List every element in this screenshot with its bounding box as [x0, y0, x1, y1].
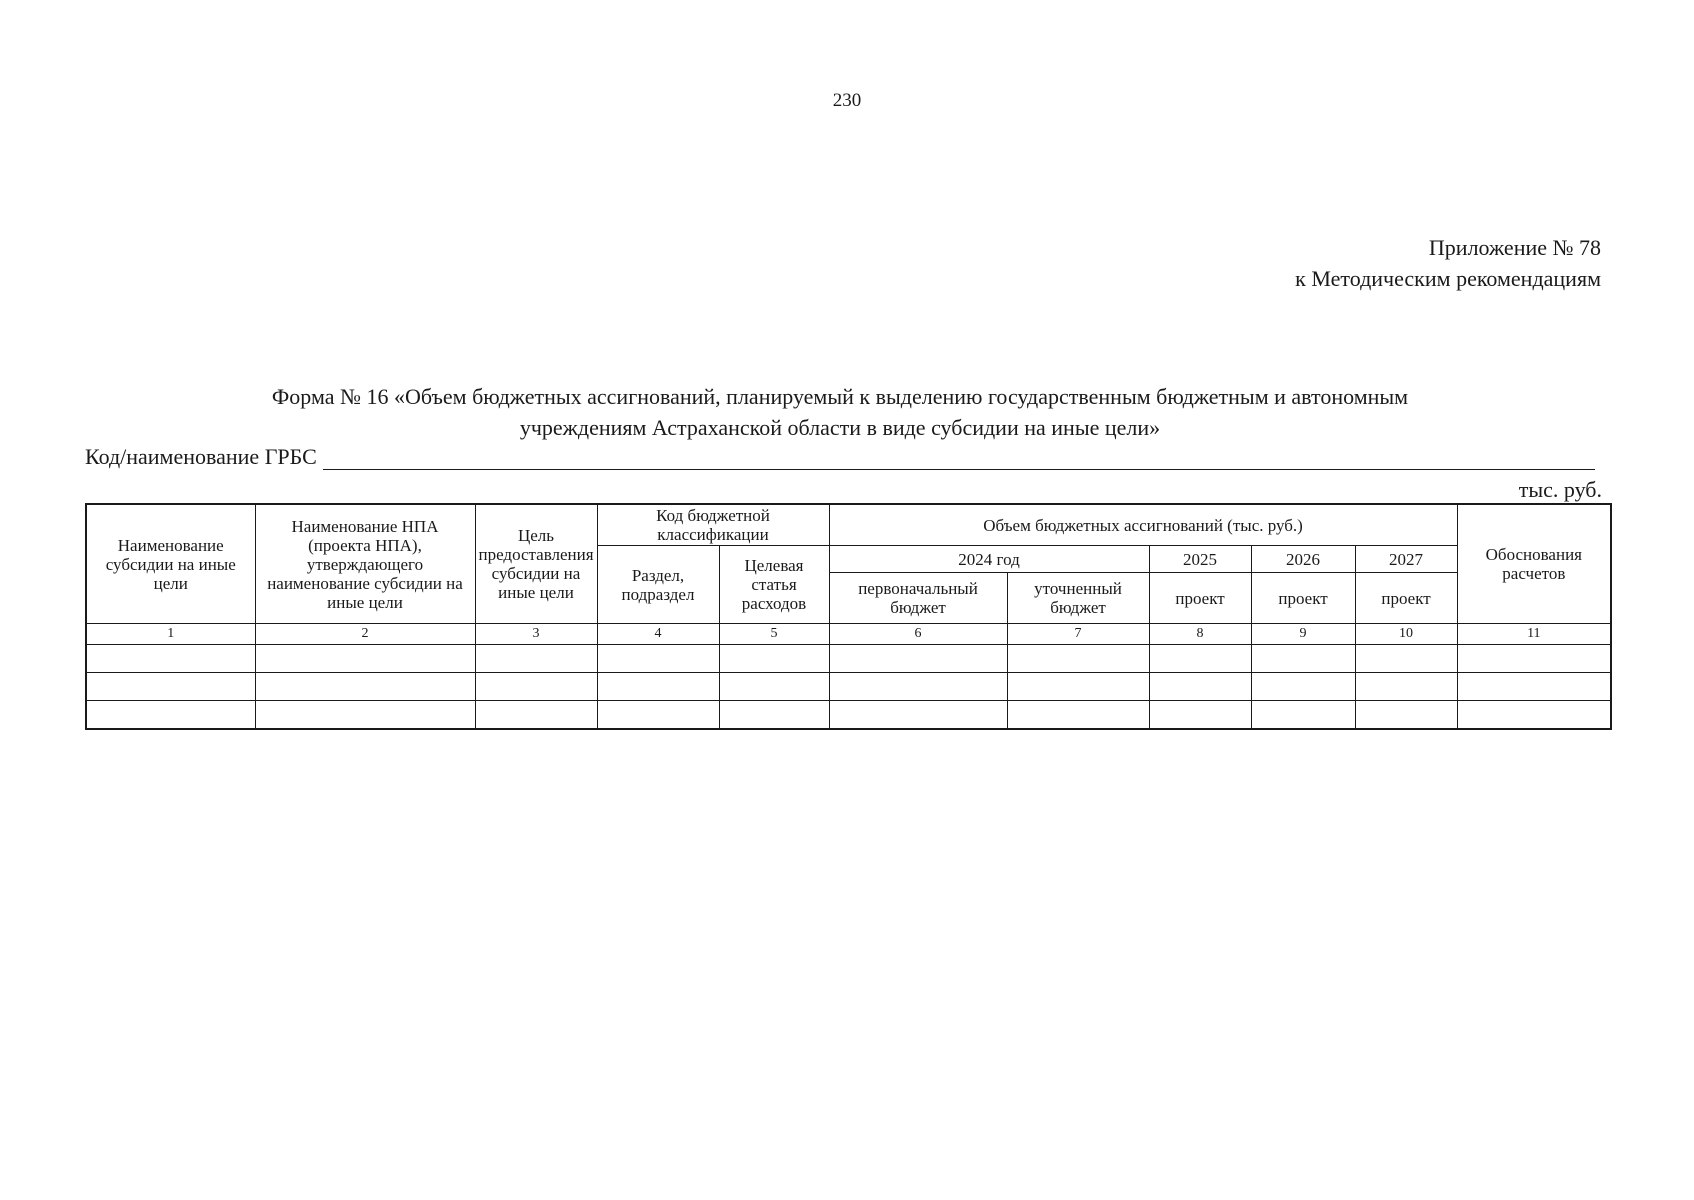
header-project-2025: проект — [1149, 573, 1251, 624]
table-cell[interactable] — [255, 701, 475, 730]
header-year-2025: 2025 — [1149, 546, 1251, 573]
header-row-1 — [86, 504, 1611, 546]
header-revised-budget: уточненный бюджет — [1007, 573, 1149, 624]
table-cell[interactable] — [1457, 701, 1611, 730]
grbs-field — [85, 440, 1595, 470]
table-cell[interactable] — [719, 673, 829, 701]
form-title-line-1: Форма № 16 «Объем бюджетных ассигнований, планируемый к выделению государственным бюджетным и автономным — [271, 384, 1409, 409]
header-volume: Объем бюджетных ассигнований (тыс. руб.) — [829, 504, 1457, 546]
table-cell[interactable] — [1457, 645, 1611, 673]
table-cell[interactable] — [1149, 701, 1251, 730]
table-cell[interactable] — [1457, 673, 1611, 701]
table-cell[interactable] — [1149, 645, 1251, 673]
table-cell[interactable] — [597, 701, 719, 730]
table-cell[interactable] — [1251, 645, 1355, 673]
column-numbers-row — [86, 624, 1611, 645]
header-project-2027: проект — [1355, 573, 1457, 624]
table-cell[interactable] — [255, 645, 475, 673]
grbs-label: Код/наименование ГРБС — [85, 444, 317, 469]
table-cell[interactable] — [719, 701, 829, 730]
table-cell[interactable] — [719, 645, 829, 673]
table-cell[interactable] — [1251, 701, 1355, 730]
table-row — [86, 701, 1611, 730]
table-row — [86, 673, 1611, 701]
form-title — [120, 381, 1560, 443]
table-cell[interactable] — [86, 645, 255, 673]
table-cell[interactable] — [86, 673, 255, 701]
column-number: 11 — [1457, 624, 1611, 645]
table-cell[interactable] — [475, 701, 597, 730]
form-title-line-2: учреждениям Астраханской области в виде субсидии на иные цели» — [519, 415, 1161, 440]
appendix-number: Приложение № 78 — [1428, 235, 1601, 260]
header-year-2024: 2024 год — [829, 546, 1149, 573]
column-number: 7 — [1007, 624, 1149, 645]
appendix-subtitle: к Методическим рекомендациям — [1295, 266, 1601, 291]
column-number: 1 — [86, 624, 255, 645]
table-cell[interactable] — [255, 673, 475, 701]
table-cell[interactable] — [475, 673, 597, 701]
table-cell[interactable] — [597, 673, 719, 701]
table-cell[interactable] — [1251, 673, 1355, 701]
header-purpose: Цель предоставления субсидии на иные цели — [475, 504, 597, 624]
table-cell[interactable] — [1355, 701, 1457, 730]
page-number: 230 — [832, 90, 862, 111]
header-budget-code: Код бюджетной классификации — [597, 504, 829, 546]
table-cell[interactable] — [1007, 645, 1149, 673]
column-number: 8 — [1149, 624, 1251, 645]
table-cell[interactable] — [1007, 673, 1149, 701]
table-cell[interactable] — [1355, 645, 1457, 673]
column-number: 4 — [597, 624, 719, 645]
grbs-input-line[interactable] — [323, 447, 1595, 470]
column-number: 5 — [719, 624, 829, 645]
units-label: тыс. руб. — [1518, 477, 1602, 502]
appendix-reference — [1295, 232, 1601, 294]
column-number: 6 — [829, 624, 1007, 645]
header-subsidy-name: Наименование субсидии на иные цели — [86, 504, 255, 624]
column-number: 2 — [255, 624, 475, 645]
table-cell[interactable] — [829, 673, 1007, 701]
column-number: 3 — [475, 624, 597, 645]
table-row — [86, 645, 1611, 673]
table-cell[interactable] — [829, 701, 1007, 730]
header-year-2026: 2026 — [1251, 546, 1355, 573]
table-cell[interactable] — [1149, 673, 1251, 701]
table-cell[interactable] — [829, 645, 1007, 673]
table-cell[interactable] — [86, 701, 255, 730]
header-target-article: Целевая статья расходов — [719, 546, 829, 624]
header-justification: Обоснования расчетов — [1457, 504, 1611, 624]
table-cell[interactable] — [1007, 701, 1149, 730]
header-project-2026: проект — [1251, 573, 1355, 624]
header-section: Раздел, подраздел — [597, 546, 719, 624]
header-initial-budget: первоначальный бюджет — [829, 573, 1007, 624]
table-cell[interactable] — [1355, 673, 1457, 701]
column-number: 9 — [1251, 624, 1355, 645]
column-number: 10 — [1355, 624, 1457, 645]
budget-allocation-table — [85, 503, 1612, 730]
table-cell[interactable] — [597, 645, 719, 673]
header-npa-name: Наименование НПА (проекта НПА), утверждающего наименование субсидии на иные цели — [255, 504, 475, 624]
header-year-2027: 2027 — [1355, 546, 1457, 573]
table-cell[interactable] — [475, 645, 597, 673]
